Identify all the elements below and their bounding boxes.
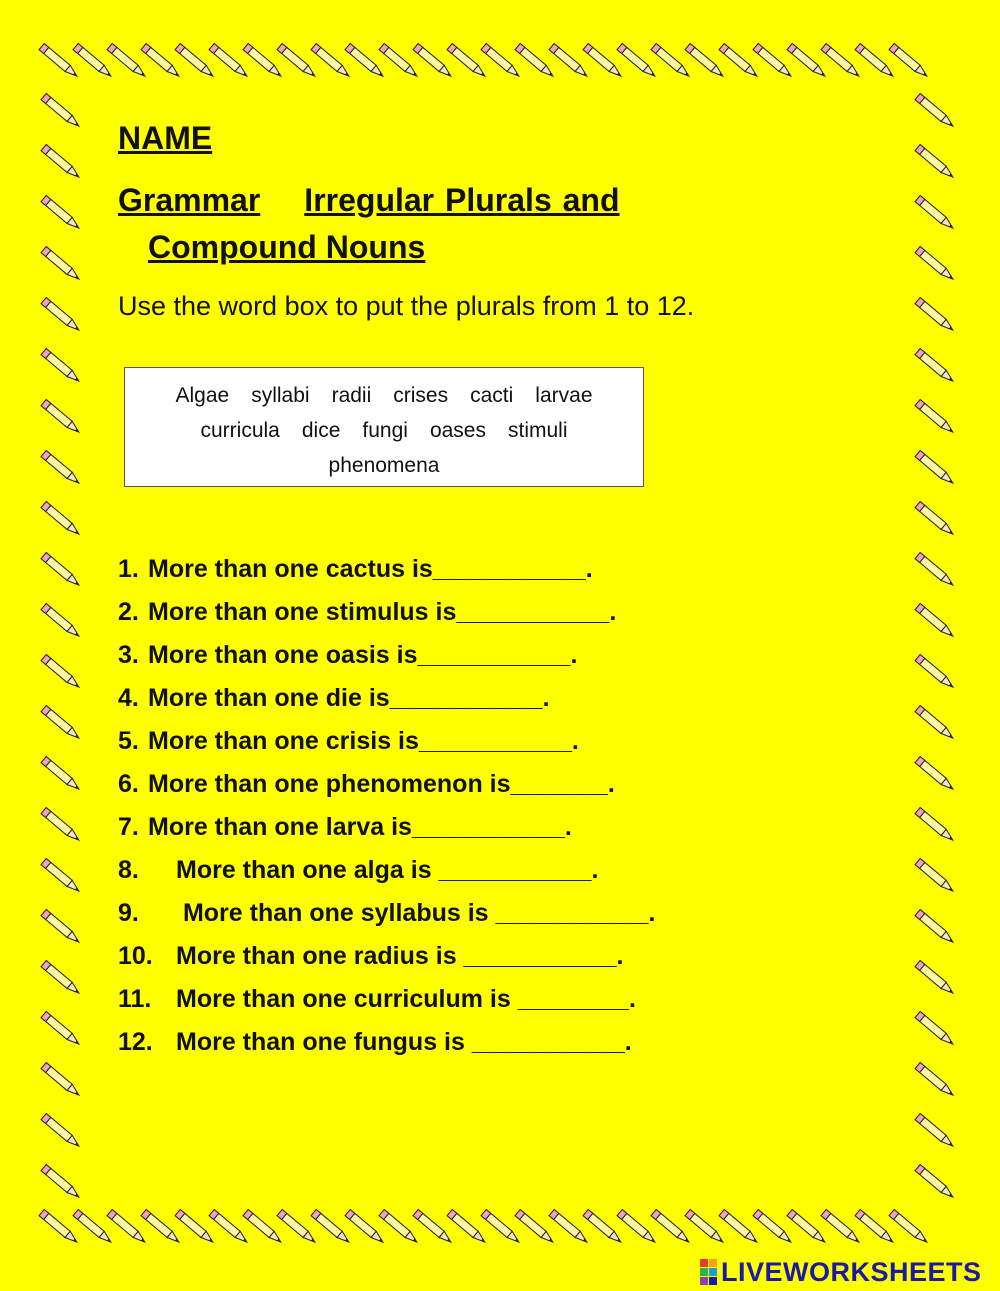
question-item[interactable] <box>118 555 593 584</box>
question-text: More than one alga is ___________. <box>176 856 599 884</box>
question-text: More than one phenomenon is_______. <box>148 770 615 798</box>
question-item[interactable] <box>118 899 655 928</box>
pencil-icon <box>41 94 81 130</box>
pencil-icon <box>915 961 955 997</box>
logo-square <box>700 1259 708 1267</box>
pencil-icon <box>41 706 81 742</box>
question-item[interactable] <box>118 598 616 627</box>
question-text: More than one stimulus is___________. <box>148 598 617 626</box>
word-box-row <box>125 413 643 448</box>
pencil-icon <box>41 451 81 487</box>
question-text: More than one cactus is___________. <box>148 555 593 583</box>
word-box-word: curricula <box>200 419 280 442</box>
question-text: More than one radius is ___________. <box>176 942 624 970</box>
pencil-icon <box>915 808 955 844</box>
pencil-icon <box>915 706 955 742</box>
question-text: More than one curriculum is ________. <box>176 985 636 1013</box>
word-box-row <box>125 448 643 483</box>
question-item[interactable] <box>118 770 615 799</box>
pencil-icon <box>41 655 81 691</box>
pencil-icon <box>41 1063 81 1099</box>
question-number: 7. <box>118 813 139 841</box>
word-box-word: oases <box>429 419 486 442</box>
word-box-word: dice <box>301 419 341 442</box>
word-box-word: crises <box>393 384 449 407</box>
grammar-title-line1 <box>118 182 620 219</box>
word-box-word: cacti <box>470 384 514 407</box>
pencil-icon <box>41 196 81 232</box>
name-heading: NAME <box>118 120 213 156</box>
pencil-icon <box>889 44 929 80</box>
word-box-word: fungi <box>362 419 408 442</box>
pencil-icon <box>915 196 955 232</box>
pencil-icon <box>915 655 955 691</box>
pencil-icon <box>915 298 955 334</box>
pencil-icon <box>915 1114 955 1150</box>
question-text: More than one crisis is___________. <box>148 727 579 755</box>
pencil-icon <box>915 757 955 793</box>
grammar-title-line2: Compound Nouns <box>148 229 426 265</box>
question-item[interactable] <box>118 942 623 971</box>
pencil-icon <box>889 1210 929 1246</box>
pencil-icon <box>41 145 81 181</box>
word-box-word: larvae <box>535 384 593 407</box>
question-item[interactable] <box>118 727 579 756</box>
question-number: 3. <box>118 641 139 669</box>
question-text: More than one larva is___________. <box>148 813 572 841</box>
word-box <box>124 367 644 487</box>
question-number: 6. <box>118 770 139 798</box>
question-item[interactable] <box>118 1028 632 1057</box>
instruction-text: Use the word box to put the plurals from 1 to 12. <box>118 291 695 321</box>
pencil-icon <box>915 400 955 436</box>
question-number: 10. <box>118 942 153 970</box>
word-box-word: radii <box>331 384 372 407</box>
pencil-icon <box>41 910 81 946</box>
liveworksheets-logo[interactable] <box>700 1256 982 1288</box>
pencil-icon <box>915 502 955 538</box>
pencil-icon <box>41 1012 81 1048</box>
pencil-icon <box>41 757 81 793</box>
question-text: More than one die is___________. <box>148 684 550 712</box>
pencil-icon <box>41 349 81 385</box>
question-item[interactable] <box>118 684 550 713</box>
question-text: More than one syllabus is ___________. <box>176 899 656 927</box>
pencil-icon <box>41 247 81 283</box>
question-number: 9. <box>118 899 139 927</box>
logo-square <box>709 1259 717 1267</box>
logo-square <box>700 1277 708 1285</box>
question-item[interactable] <box>118 813 572 842</box>
question-text: More than one fungus is ___________. <box>176 1028 632 1056</box>
question-item[interactable] <box>118 985 636 1014</box>
pencil-icon <box>915 553 955 589</box>
word-box-word: stimuli <box>507 419 568 442</box>
pencil-icon <box>915 145 955 181</box>
question-item[interactable] <box>118 641 577 670</box>
question-item[interactable] <box>118 856 598 885</box>
pencil-icon <box>915 604 955 640</box>
pencil-icon <box>41 808 81 844</box>
pencil-icon <box>915 1063 955 1099</box>
pencil-icon <box>41 298 81 334</box>
pencil-icon <box>41 400 81 436</box>
logo-text: LIVEWORKSHEETS <box>721 1256 982 1287</box>
pencil-icon <box>41 553 81 589</box>
pencil-icon <box>915 859 955 895</box>
pencil-icon <box>915 1012 955 1048</box>
pencil-icon <box>915 910 955 946</box>
question-number: 5. <box>118 727 139 755</box>
word-box-word: phenomena <box>328 454 440 477</box>
pencil-icon <box>915 1165 955 1201</box>
question-number: 8. <box>118 856 139 884</box>
pencil-icon <box>915 247 955 283</box>
grammar-label: Grammar <box>118 182 261 218</box>
pencil-icon <box>915 349 955 385</box>
question-number: 11. <box>118 985 152 1013</box>
pencil-icon <box>41 502 81 538</box>
question-text: More than one oasis is___________. <box>148 641 578 669</box>
word-box-word: Algae <box>175 384 230 407</box>
question-number: 2. <box>118 598 139 626</box>
logo-square <box>709 1277 717 1285</box>
pencil-icon <box>915 94 955 130</box>
pencil-icon <box>41 1114 81 1150</box>
grammar-title: Irregular Plurals and <box>304 182 620 218</box>
word-box-word: syllabi <box>251 384 310 407</box>
pencil-icon <box>41 604 81 640</box>
pencil-icon <box>41 961 81 997</box>
question-number: 12. <box>118 1028 153 1056</box>
word-box-row <box>125 378 643 413</box>
logo-square <box>700 1268 708 1276</box>
pencil-icon <box>41 1165 81 1201</box>
logo-mark-icon <box>700 1259 717 1285</box>
logo-square <box>709 1268 717 1276</box>
pencil-icon <box>915 451 955 487</box>
question-number: 4. <box>118 684 139 712</box>
question-number: 1. <box>118 555 139 583</box>
pencil-icon <box>41 859 81 895</box>
